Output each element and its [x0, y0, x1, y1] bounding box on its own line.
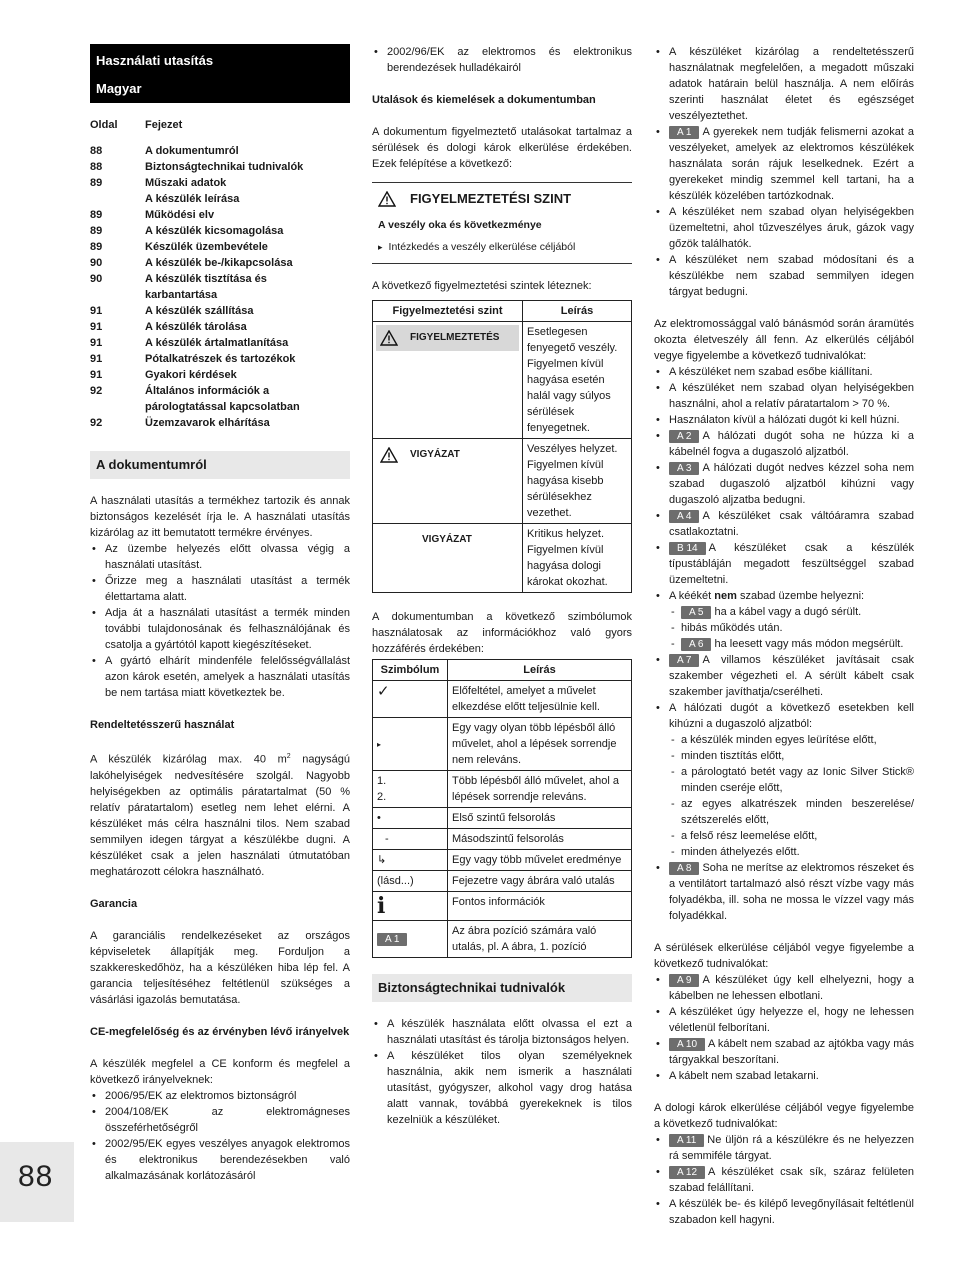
levels-col-desc: Leírás	[523, 301, 632, 322]
toc-entry	[90, 175, 350, 191]
column-1	[90, 44, 350, 1200]
level-cell	[373, 524, 523, 593]
list-item	[669, 636, 914, 652]
symbol-cell	[373, 771, 448, 808]
toc-chapter: A készülék tárolása	[145, 321, 247, 333]
table-header-row	[373, 301, 632, 322]
toc-chapter: Biztonságtechnikai tudnivalók	[145, 161, 304, 173]
figure-ref-tag: A 1	[669, 126, 699, 139]
toc-entry	[90, 335, 350, 351]
damage-bullets	[654, 1132, 914, 1228]
list-item	[654, 508, 914, 540]
list-item	[654, 1036, 914, 1068]
toc-page: 88	[90, 161, 103, 173]
section-heading-document: A dokumentumról	[90, 451, 350, 479]
list-item	[654, 1004, 914, 1036]
toc-entries	[90, 143, 350, 431]
toc-header	[90, 117, 350, 133]
item-text: Használaton kívül a hálózati dugót ki kell húzni.	[669, 414, 900, 426]
page-number: 88	[18, 1160, 54, 1193]
table-row	[373, 681, 632, 718]
warning-example-box	[372, 182, 632, 264]
figure-ref-tag: B 14	[669, 542, 706, 555]
toc-entry	[90, 223, 350, 239]
figure-ref-tag: A 1	[377, 933, 407, 946]
levels-col-level: Figyelmeztetési szint	[373, 301, 523, 322]
symbol-desc: Előfeltétel, amelyet a művelet elkezdése előtt teljesülnie kell.	[448, 681, 632, 718]
toc-page: 90	[90, 273, 103, 285]
list-item	[654, 1196, 914, 1228]
symbol-cell	[373, 892, 448, 921]
list-item	[654, 972, 914, 1004]
warning-triangle-icon	[378, 191, 396, 207]
symbol-desc: Egy vagy több művelet eredménye	[448, 850, 632, 871]
level-label: VIGYÁZAT	[410, 449, 460, 460]
list-item	[654, 860, 914, 924]
symbol-desc: Fontos információk	[448, 892, 632, 921]
list-item	[654, 460, 914, 508]
injury-bullets	[654, 972, 914, 1084]
dash-symbol: -	[385, 833, 389, 845]
warning-triangle-icon	[380, 330, 398, 346]
list-item: • A készülék használata előtt olvassa el ezt a használati utasítást és tárolja biztonságos helyen.	[372, 1016, 632, 1048]
toc-entry	[90, 415, 350, 431]
table-row	[373, 808, 632, 829]
toc-entry	[90, 303, 350, 319]
item-text: A kábelt nem szabad az ajtókba vagy más tárgyakkal beszorítani.	[669, 1038, 914, 1066]
toc-entry	[90, 255, 350, 271]
toc-entry	[90, 399, 350, 415]
manual-title: Használati utasítás	[96, 53, 214, 68]
list-item	[654, 700, 914, 860]
figure-ref-tag: A 9	[669, 974, 699, 987]
toc-chapter: párologtatással kapcsolatban	[145, 401, 300, 413]
level-label: VIGYÁZAT	[422, 534, 472, 545]
item-text: A készülék be- és kilépő levegőnyílásait feltétlenül szabadon kell hagyni.	[669, 1198, 914, 1226]
table-row	[373, 524, 632, 593]
symbol-cell	[373, 718, 448, 771]
superscript-2: 2	[286, 753, 291, 760]
table-row	[373, 829, 632, 850]
item-text: A készüléket nem szabad olyan helyiségekben üzemeltetni, ahol tűzveszélyes áruk, gázok vagy gőzök találhatók.	[669, 206, 914, 250]
item-text: A hálózati dugót soha ne húzza ki a kábelnél fogva a dugaszoló aljzatból.	[669, 430, 914, 458]
unplug-list	[669, 732, 914, 860]
list-item: • Adja át a használati utasítást a termék minden további tulajdonosának és felhasználójának és csatolja a gyártótól kapott kiegészítéseket.	[90, 605, 350, 653]
toc-page	[90, 399, 145, 415]
figure-ref-tag: A 5	[681, 606, 711, 619]
warning-level-label: FIGYELMEZTETÉSI SZINT	[410, 191, 572, 206]
symbols-table	[372, 659, 632, 958]
table-header-row	[373, 660, 632, 681]
toc-entry	[90, 239, 350, 255]
toc-page: 92	[90, 385, 103, 397]
toc-page	[90, 191, 145, 207]
toc-chapter: A készülék szállítása	[145, 305, 254, 317]
item-text: A készüléket csak váltóáramra szabad csatlakoztatni.	[669, 510, 914, 538]
item-text: A készüléket csak sík, száraz felületen szabad felállítani.	[669, 1166, 914, 1194]
toc-chapter: A készülék ártalmatlanítása	[145, 337, 289, 349]
list-item: - minden áthelyezés előtt.	[669, 844, 914, 860]
item-text: A készüléket csak a készülék típustábláján megadott feszültséggel szabad üzemeltetni.	[669, 542, 914, 586]
not-operate-bold: nem	[714, 590, 737, 602]
injury-intro: A sérülések elkerülése céljából vegye figyelembe a következő tudnivalókat:	[654, 942, 914, 970]
list-item	[654, 252, 914, 300]
toc-entry	[90, 207, 350, 223]
unplug-bullet	[654, 700, 914, 860]
section-heading-safety: Biztonságtechnikai tudnivalók	[372, 974, 632, 1002]
list-item: - a párologtató betét vagy az Ionic Silver Stick® minden cseréje előtt,	[669, 764, 914, 796]
toc-page: 91	[90, 353, 103, 365]
not-operate-text: A kéékét	[669, 590, 715, 602]
not-operate-list	[669, 604, 914, 652]
toc-chapter: A készülék be-/kikapcsolása	[145, 257, 293, 269]
warning-cause: A veszély oka és következménye	[378, 219, 542, 231]
table-of-contents	[90, 117, 350, 431]
unplug-intro: A hálózati dugót a következő esetekben kell kihúzni a dugaszoló aljzatból:	[669, 702, 914, 730]
manual-header	[90, 44, 350, 103]
symbol-cell	[373, 681, 448, 718]
figure-ref-tag: A 10	[669, 1038, 705, 1051]
toc-chapter: karbantartása	[145, 289, 218, 301]
figure-ref-tag: A 4	[669, 510, 699, 523]
toc-chapter: Üzemzavarok elhárítása	[145, 417, 270, 429]
toc-entry	[90, 319, 350, 335]
intended-use-text: A készülék kizárólag max. 40 $m^2$ nagyságú lakóhelyiségek nedvesítésére szolgál. Nagyobb helyiségekben az optimális páratartalmat (50 % relatív páratartalom) esetleg nem lehet elérni. A készüléket más célra használni tilos. Nem szabad semmilyen idegen tárgyat a készülékbe dugni. A készüléket csak a jelen használati útmutatóban meghatározott célokra használható.	[90, 753, 350, 878]
electric-bullets	[654, 364, 914, 588]
toc-page: 91	[90, 321, 103, 333]
ce-heading: CE-megfelelőség és az érvényben lévő irányelvek	[90, 1025, 350, 1038]
damage-intro: A dologi károk elkerülése céljából vegye figyelembe a következő tudnivalókat:	[654, 1102, 914, 1130]
toc-entry	[90, 351, 350, 367]
safety-bullets	[372, 1016, 632, 1128]
toc-page: 91	[90, 337, 103, 349]
toc-entry	[90, 383, 350, 399]
info-icon: i	[377, 893, 386, 919]
safety-bullets-continued	[654, 44, 914, 300]
level-desc: Kritikus helyzet. Figyelmen kívül hagyása dologi károkat okozhat.	[523, 524, 632, 593]
symbols-rows	[373, 681, 632, 958]
not-operate-text-end: szabad üzembe helyezni:	[736, 590, 865, 602]
list-item: • 2002/95/EK egyes veszélyes anyagok elektromos és elektronikus berendezésekben való alkalmazásának korlátozásáról	[90, 1136, 350, 1184]
symbol-cell	[373, 829, 448, 850]
level-label: FIGYELMEZTETÉS	[410, 332, 500, 343]
toc-col-page: Oldal	[90, 119, 118, 131]
toc-page: 89	[90, 177, 103, 189]
item-text: A kábelt nem szabad letakarni.	[669, 1070, 819, 1082]
toc-entry	[90, 271, 350, 287]
list-item	[654, 124, 914, 204]
level-cell	[373, 439, 523, 524]
item-text: A készüléket kizárólag a rendeltetésszerű használatnak megfelelően, a megadott műszaki adatok határain belül használja. A nem előírás szerinti használat életet és egészséget veszélyeztethet.	[669, 46, 914, 122]
toc-chapter: Gyakori kérdések	[145, 369, 237, 381]
toc-entry	[90, 287, 350, 303]
list-item	[654, 652, 914, 700]
item-text: hibás működés után.	[681, 622, 783, 634]
doc-intro: A használati utasítás a termékhez tartozik és annak biztonságos kezelését írja le. A használati utasítás kizárólag az itt bemutatott termékre érvényes.	[90, 495, 350, 539]
item-text: Soha ne merítse az elektromos részeket és a ventilátort tartalmazó alsó részt vízbe vagy más folyadékba, ill. soha ne mossa le vízzel vagy más folyadékkal.	[669, 862, 915, 922]
toc-chapter: Műszaki adatok	[145, 177, 227, 189]
list-item	[669, 604, 914, 620]
list-item: • A készüléket tilos olyan személyeknek használnia, akik nem ismerik a használati utasítást, gyógyszer, alkohol vagy drog hatása alatt vannak, továbbá gyerekeknek is tilos kezelniük a készüléket.	[372, 1048, 632, 1128]
check-icon: ✓	[377, 682, 390, 700]
figure-ref-tag: A 6	[681, 638, 711, 651]
levels-intro: A következő figyelmeztetési szintek léteznek:	[372, 280, 592, 292]
list-item: • Az üzembe helyezés előtt olvassa végig a használati utasítást.	[90, 541, 350, 573]
item-text: A hálózati dugót nedves kézzel soha nem szabad dugaszoló aljzatból kihúzni vagy dugaszoló aljzatba bedugni.	[669, 462, 914, 506]
toc-page: 89	[90, 209, 103, 221]
list-item: • Őrizze meg a használati utasítást a termék élettartama alatt.	[90, 573, 350, 605]
warning-action: ▸ Intézkedés a veszély elkerülése céljából	[378, 239, 626, 255]
toc-chapter: Pótalkatrészek és tartozékok	[145, 353, 296, 365]
toc-entry	[90, 143, 350, 159]
list-item: - minden tisztítás előtt,	[669, 748, 914, 764]
level-caution-property	[376, 527, 519, 553]
list-item	[654, 412, 914, 428]
notes-heading: Utalások és kiemelések a dokumentumban	[372, 94, 596, 106]
table-row	[373, 439, 632, 524]
level-cell	[373, 322, 523, 439]
list-item: • A gyártó elhárít mindenféle felelősségvállalást azon károk esetén, amelyek a használati utasítás be nem tartása miatt következtek be.	[90, 653, 350, 701]
table-row	[373, 921, 632, 958]
toc-page: 89	[90, 225, 103, 237]
list-item	[654, 1164, 914, 1196]
figure-ref-tag: A 3	[669, 462, 699, 475]
symbol-desc: Első szintű felsorolás	[448, 808, 632, 829]
list-item	[654, 428, 914, 460]
item-text: A villamos készüléket javításait csak szakember végezheti el. A sérült kábelt csak szakember javíthatja/cserélheti.	[669, 654, 914, 698]
symbol-cell	[373, 921, 448, 958]
warranty-heading: Garancia	[90, 897, 138, 910]
toc-page: 89	[90, 241, 103, 253]
toc-chapter: A készülék kicsomagolása	[145, 225, 284, 237]
item-text: A készüléket úgy kell elhelyezni, hogy a kábelben ne lehessen elbotlani.	[669, 974, 914, 1002]
toc-page: 91	[90, 305, 103, 317]
list-item: - a készülék minden egyes leürítése előtt,	[669, 732, 914, 748]
table-row	[373, 322, 632, 439]
warranty-text: A garanciális rendelkezéseket az országos képviseletek állapítják meg. Forduljon a szakkereskedőhöz, ha a készüléken hiba lép fel. A garancia teljesítéséhez feltétlenül szükséges a vásárlási igazolás bemutatása.	[90, 929, 350, 1006]
toc-page: 88	[90, 145, 103, 157]
list-item	[654, 364, 914, 380]
symbol-cell	[373, 871, 448, 892]
list-item: - az egyes alkatrészek minden beszerelése/ szétszerelés előtt,	[669, 796, 914, 828]
symbol-text: (lásd...)	[377, 875, 414, 887]
level-caution	[376, 442, 519, 468]
level-warning	[376, 325, 519, 351]
toc-chapter: Működési elv	[145, 209, 215, 221]
list-item	[654, 540, 914, 588]
list-item	[654, 588, 914, 652]
page-number-box	[0, 1142, 74, 1222]
column-2	[372, 44, 632, 1144]
manual-language: Magyar	[96, 81, 142, 96]
table-row	[373, 771, 632, 808]
symbol-desc: Az ábra pozíció számára való utalás, pl. A ábra, 1. pozíció	[448, 921, 632, 958]
figure-ref-tag: A 7	[669, 654, 699, 667]
toc-col-chapter: Fejezet	[145, 119, 183, 131]
symbol-desc: Egy vagy olyan több lépésből álló művelet, ahol a lépések sorrendje nem releváns.	[448, 718, 632, 771]
symbol-text: 1. 2.	[377, 775, 387, 803]
item-text: A gyerekek nem tudják felismerni azokat a veszélyeket, amelyek az elektromos készülékek használata során rájuk leselkednek. Ezért a gyerekeket mindig szemmel kell tartani, ha a készülék közelében tartózkodnak.	[669, 126, 914, 202]
step-arrow-icon: ▸	[377, 739, 382, 749]
symbol-desc: Másodszintű felsorolás	[448, 829, 632, 850]
toc-chapter: A készülék tisztítása és	[145, 273, 267, 285]
symbol-desc: Több lépésből álló művelet, ahol a lépések sorrendje releváns.	[448, 771, 632, 808]
list-item: • 2006/95/EK az elektromos biztonságról	[90, 1088, 350, 1104]
ce-directives-list	[90, 1088, 350, 1184]
toc-page: 90	[90, 257, 103, 269]
list-item	[669, 620, 914, 636]
toc-entry	[90, 191, 350, 207]
item-text: A készüléket nem szabad esőbe kiállítani.	[669, 366, 873, 378]
figure-ref-tag: A 11	[669, 1134, 704, 1147]
electric-intro: Az elektromossággal való bánásmód során áramütés okozta életveszély áll fenn. Az elkerülés céljából vegye figyelembe a következő tudnivalókat:	[654, 318, 914, 362]
symbols-intro: A dokumentumban a következő szimbólumok használatosak az információkhoz való gyors hozzáférés érdekében:	[372, 611, 632, 655]
intended-use-heading: Rendeltetésszerű használat	[90, 719, 235, 731]
list-item: • 2002/96/EK az elektromos és elektronikus berendezések hulladékairól	[372, 44, 632, 76]
toc-entry	[90, 159, 350, 175]
table-row	[373, 718, 632, 771]
list-item: • 2004/108/EK az elektromágneses összeférhetőségről	[90, 1104, 350, 1136]
warning-level-title	[378, 191, 626, 207]
symbol-cell	[373, 850, 448, 871]
repair-bullet	[654, 652, 914, 700]
toc-entry	[90, 367, 350, 383]
list-item	[654, 1068, 914, 1084]
item-text: Ne üljön rá a készülékre és ne helyezzen rá semmiféle tárgyat.	[669, 1134, 914, 1162]
list-item	[654, 204, 914, 252]
toc-page	[90, 287, 145, 303]
figure-ref-tag: A 2	[669, 430, 699, 443]
bullet-symbol: •	[377, 812, 381, 824]
list-item	[654, 1132, 914, 1164]
toc-chapter: Készülék üzembevétele	[145, 241, 268, 253]
list-item	[654, 44, 914, 124]
item-text: ha a kábel vagy a dugó sérült.	[714, 606, 862, 618]
toc-page: 91	[90, 369, 103, 381]
table-row	[373, 871, 632, 892]
warning-triangle-icon	[380, 447, 398, 463]
toc-chapter: A dokumentumról	[145, 145, 239, 157]
list-item: - a felső rész leemelése előtt,	[669, 828, 914, 844]
warning-levels-table	[372, 300, 632, 593]
item-text: ha leesett vagy más módon megsérült.	[714, 638, 904, 650]
list-item	[654, 380, 914, 412]
item-text: A készüléket nem szabad módosítani és a készülékbe nem szabad semmilyen idegen tárgyat bedugni.	[669, 254, 914, 298]
column-3	[654, 44, 914, 1244]
item-text: A készüléket úgy helyezze el, hogy ne lehessen véletlenül felborítani.	[669, 1006, 914, 1034]
doc-bullets	[90, 541, 350, 701]
toc-page: 92	[90, 417, 103, 429]
toc-chapter: A készülék leírása	[145, 193, 240, 205]
symbol-desc: Fejezetre vagy ábrára való utalás	[448, 871, 632, 892]
notes-text: A dokumentum figyelmeztető utalásokat tartalmaz a sérülések és dologi károk elkerülése érdekében. Ezek felépítése a következő:	[372, 126, 632, 170]
figure-ref-tag: A 8	[669, 862, 699, 875]
level-desc: Veszélyes helyzet. Figyelmen kívül hagyása kisebb sérülésekhez vezethet.	[523, 439, 632, 524]
symbol-cell	[373, 808, 448, 829]
ce-directives-list-continued	[372, 44, 632, 76]
immerse-bullet	[654, 860, 914, 924]
figure-ref-tag: A 12	[669, 1166, 705, 1179]
level-desc: Esetlegesen fenyegető veszély. Figyelmen kívül hagyása esetén halál vagy súlyos sérülések fenyegetnek.	[523, 322, 632, 439]
table-row	[373, 892, 632, 921]
symbols-col-symbol: Szimbólum	[373, 660, 448, 681]
toc-chapter: Általános információk a	[145, 385, 270, 397]
item-text: A készüléket nem szabad olyan helyiségekben használni, ahol a relatív páratartalom > 70 %.	[669, 382, 914, 410]
table-row	[373, 850, 632, 871]
result-arrow-icon: ↳	[377, 853, 387, 866]
symbols-col-desc: Leírás	[448, 660, 632, 681]
not-operate-bullet	[654, 588, 914, 652]
ce-text: A készülék megfelel a CE konform és megfelel a következő irányelveknek:	[90, 1057, 350, 1086]
